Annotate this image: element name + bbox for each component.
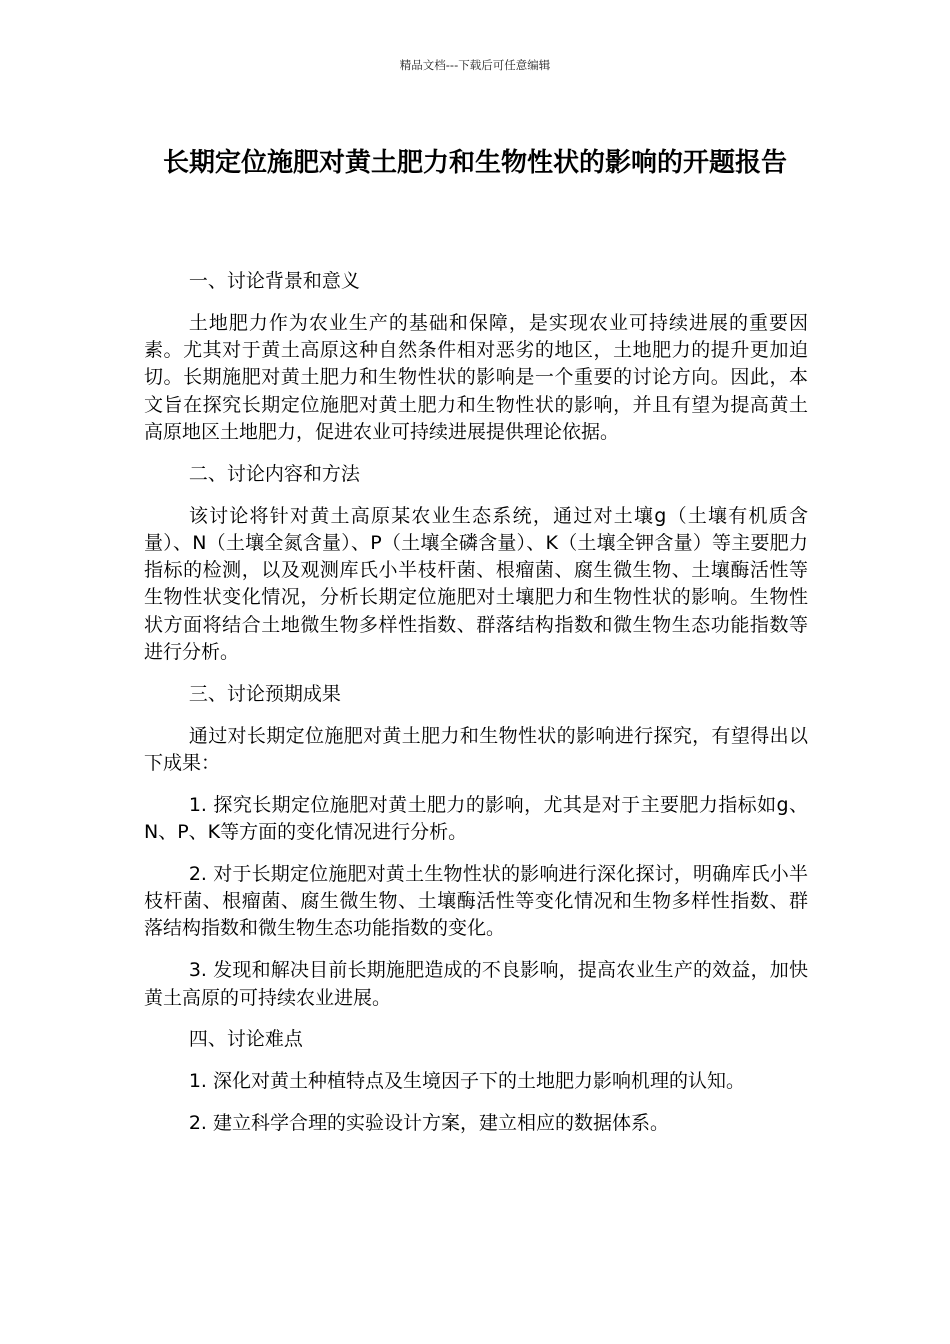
list-item: 2. 建立科学合理的实验设计方案，建立相应的数据体系。 [188, 1111, 669, 1134]
header-note: 精品文档---下载后可任意编辑 [399, 58, 551, 72]
section-heading-background: 一、讨论背景和意义 [188, 270, 360, 292]
paragraph: 该讨论将针对黄土高原某农业生态系统，通过对土壤g（土壤有机质含量）、N（土壤全氮含量）、P（土壤全磷含量）、K（土壤全钾含量）等主要肥力指标的检测，以及观测库氏小半枝杆菌、根瘤菌、腐生微生物、土壤酶活性等生物性状变化情况，分析长期定位施肥对土壤肥力和生物性状的影响。生物性状方面将结合土地微生物多样性指数、群落结构指数和微生物生态功能指数等进行分析。 [144, 504, 808, 664]
section-heading-expected-results: 三、讨论预期成果 [188, 682, 341, 705]
list-item: 1. 深化对黄土种植特点及生境因子下的土地肥力影响机理的认知。 [188, 1070, 745, 1093]
paragraph: 通过对长期定位施肥对黄土肥力和生物性状的影响进行探究，有望得出以下成果： [144, 724, 808, 774]
list-item: 3. 发现和解决目前长期施肥造成的不良影响，提高农业生产的效益，加快黄土高原的可持续农业进展。 [144, 959, 808, 1009]
paragraph: 土地肥力作为农业生产的基础和保障，是实现农业可持续进展的重要因素。尤其对于黄土高原这种自然条件相对恶劣的地区，土地肥力的提升更加迫切。长期施肥对黄土肥力和生物性状的影响是一个重要的讨论方向。因此，本文旨在探究长期定位施肥对黄土肥力和生物性状的影响，并且有望为提高黄土高原地区土地肥力，促进农业可持续进展提供理论依据。 [144, 311, 808, 443]
document-body [144, 268, 808, 1152]
document-title: 长期定位施肥对黄土肥力和生物性状的影响的开题报告 [162, 148, 787, 178]
list-item: 1. 探究长期定位施肥对黄土肥力的影响，尤其是对于主要肥力指标如g、N、P、K等方面的变化情况进行分析。 [144, 793, 808, 844]
section-heading-content-methods: 二、讨论内容和方法 [188, 462, 360, 485]
section-heading-difficulties: 四、讨论难点 [188, 1028, 303, 1051]
list-item: 2. 对于长期定位施肥对黄土生物性状的影响进行深化探讨，明确库氏小半枝杆菌、根瘤菌、腐生微生物、土壤酶活性等变化情况和生物多样性指数、群落结构指数和微生物生态功能指数的变化。 [144, 862, 808, 940]
